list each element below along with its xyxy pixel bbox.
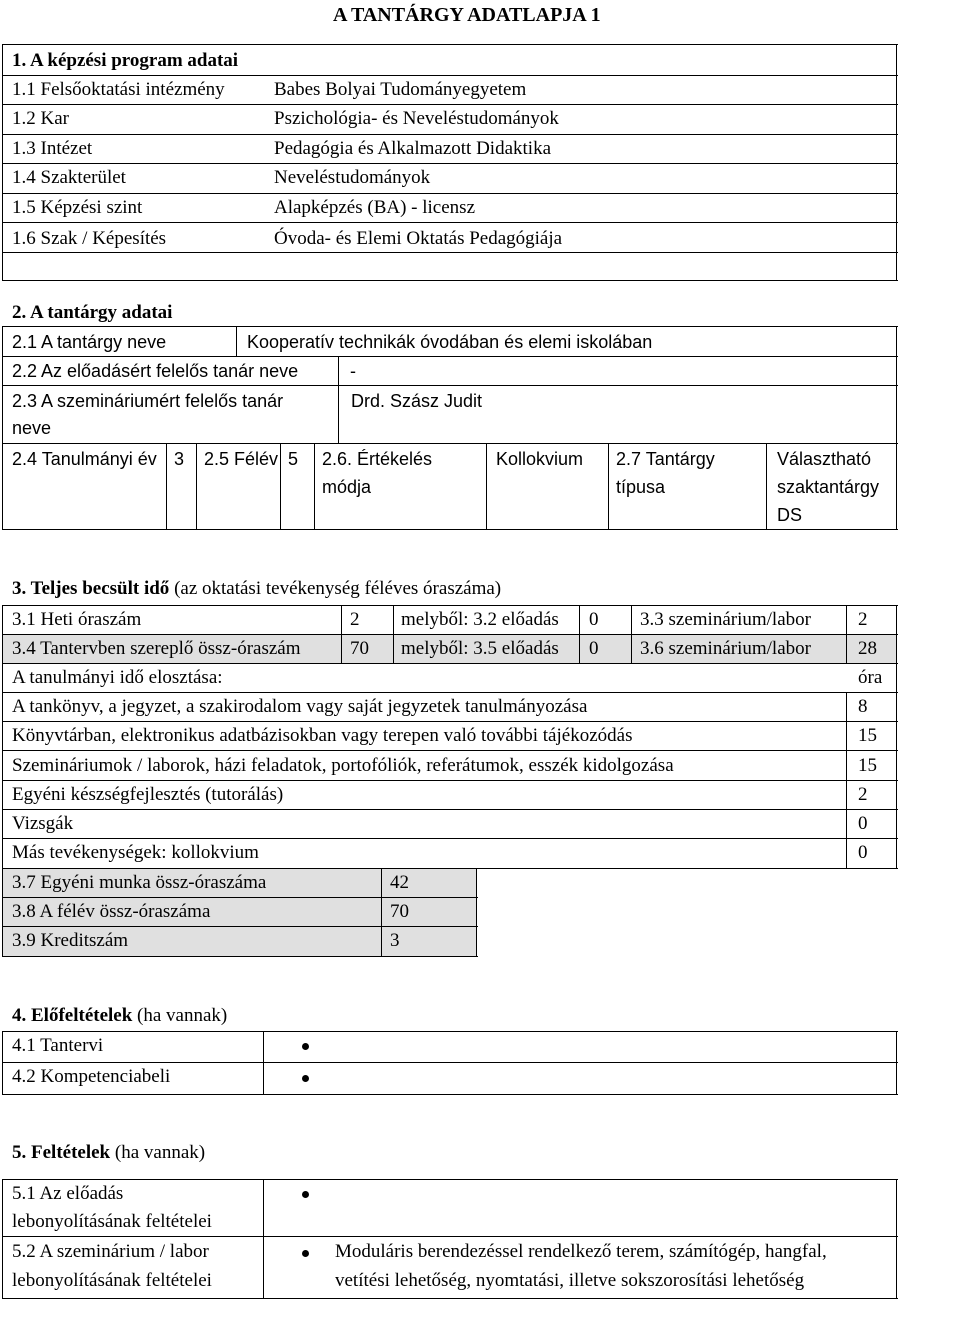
distribution-row: A tankönyv, a jegyzet, a szakirodalom vagy saját jegyzetek tanulmányozása [12,696,588,717]
semester-value: 5 [288,449,299,469]
section-2-heading: 2. A tantárgy adatai [12,302,173,323]
institution-value: Babes Bolyai Tudományegyetem [274,79,527,100]
bullet-icon [302,1043,309,1050]
competence-prerequisite-label: 4.2 Kompetenciabeli [12,1066,171,1087]
distribution-row-value: 0 [858,813,868,834]
level-value: Alapképzés (BA) - licensz [274,197,476,218]
course-name-label: 2.1 A tantárgy neve [12,332,167,352]
total-lecture-value: 0 [589,638,599,659]
section-3-heading: 3. Teljes becsült idő (az oktatási tevékenység féléves óraszáma) [12,578,502,599]
total-seminar-value: 28 [858,638,877,659]
course-type-value-line2: szaktantárgy [777,477,880,497]
institute-value: Pedagógia és Alkalmazott Didaktika [274,138,552,159]
distribution-row: Egyéni készségfejlesztés (tutorálás) [12,784,284,805]
distribution-row-value: 15 [858,725,877,746]
individual-work-label: 3.7 Egyéni munka össz-óraszáma [12,872,267,893]
total-hours-value: 70 [350,638,369,659]
distribution-unit: óra [858,667,883,688]
credits-label: 3.9 Kreditszám [12,930,129,951]
field-value: Neveléstudományok [274,167,431,188]
field-label: 1.4 Szakterület [12,167,126,188]
section-1-heading: 1. A képzési program adatai [12,50,239,71]
course-type-value-line3: DS [777,505,803,525]
bullet-icon [302,1075,309,1082]
section-4-heading: 4. Előfeltételek (ha vannak) [12,1005,228,1026]
credits-value: 3 [390,930,400,951]
specialization-value: Óvoda- és Elemi Oktatás Pedagógiája [274,228,563,249]
institute-label: 1.3 Intézet [12,138,93,159]
seminar-conditions-value-line2: vetítési lehetőség, nyomtatási, illetve sokszorosítási lehetőség [335,1270,805,1291]
lecture-conditions-label-line2: lebonyolításának feltételei [12,1211,212,1232]
seminar-conditions-label-line1: 5.2 A szeminárium / labor [12,1241,209,1262]
lecturer-label: 2.2 Az előadásért felelős tanár neve [12,361,299,381]
evaluation-label-line1: 2.6. Értékelés [322,449,433,469]
evaluation-label-line2: módja [322,477,372,497]
seminar-lecturer-value: Drd. Szász Judit [351,391,483,411]
weekly-seminar-value: 2 [858,609,868,630]
weekly-hours-value: 2 [350,609,360,630]
individual-work-value: 42 [390,872,409,893]
seminar-lecturer-label-line1: 2.3 A szemináriumért felelős tanár [12,391,284,411]
weekly-lecture-value: 0 [589,609,599,630]
study-year-value: 3 [174,449,185,469]
section-5-heading: 5. Feltételek (ha vannak) [12,1142,206,1163]
semester-total-label: 3.8 A félév össz-óraszáma [12,901,211,922]
specialization-label: 1.6 Szak / Képesítés [12,228,167,249]
course-type-value-line1: Választható [777,449,872,469]
total-hours-label: 3.4 Tantervben szereplő össz-óraszám [12,638,301,659]
faculty-label: 1.2 Kar [12,108,69,129]
total-seminar-label: 3.6 szeminárium/labor [640,638,811,659]
distribution-row-value: 15 [858,755,877,776]
course-name-value: Kooperatív technikák óvodában és elemi iskolában [247,332,653,352]
weekly-lecture-label: melyből: 3.2 előadás [401,609,559,630]
distribution-row: Vizsgák [12,813,74,834]
distribution-row-value: 0 [858,842,868,863]
seminar-conditions-label-line2: lebonyolításának feltételei [12,1270,212,1291]
distribution-row-value: 8 [858,696,868,717]
course-type-label-line1: 2.7 Tantárgy [616,449,715,469]
curricular-prerequisite-label: 4.1 Tantervi [12,1035,104,1056]
evaluation-value: Kollokvium [496,449,584,469]
total-lecture-label: melyből: 3.5 előadás [401,638,559,659]
document-title: A TANTÁRGY ADATLAPJA 1 [333,4,601,26]
seminar-conditions-value-line1: Moduláris berendezéssel rendelkező terem, számítógép, hangfal, [335,1241,827,1262]
study-year-label: 2.4 Tanulmányi év [12,449,157,469]
lecture-conditions-label-line1: 5.1 Az előadás [12,1183,124,1204]
course-type-label-line2: típusa [616,477,666,497]
bullet-icon [302,1250,309,1257]
semester-total-value: 70 [390,901,409,922]
distribution-row: Szemináriumok / laborok, házi feladatok, portofóliók, referátumok, esszék kidolgozása [12,755,674,776]
institution-label: 1.1 Felsőoktatási intézmény [12,79,225,100]
distribution-row-value: 2 [858,784,868,805]
distribution-label: A tanulmányi idő elosztása: [12,667,223,688]
weekly-seminar-label: 3.3 szeminárium/labor [640,609,811,630]
faculty-value: Pszichológia- és Neveléstudományok [274,108,559,129]
lecturer-value: - [350,361,356,381]
distribution-row: Könyvtárban, elektronikus adatbázisokban vagy terepen való további tájékozódás [12,725,633,746]
distribution-row: Más tevékenységek: kollokvium [12,842,259,863]
bullet-icon [302,1191,309,1198]
semester-label: 2.5 Félév [204,449,278,469]
seminar-lecturer-label-line2: neve [12,418,52,438]
level-label: 1.5 Képzési szint [12,197,143,218]
weekly-hours-label: 3.1 Heti óraszám [12,609,142,630]
